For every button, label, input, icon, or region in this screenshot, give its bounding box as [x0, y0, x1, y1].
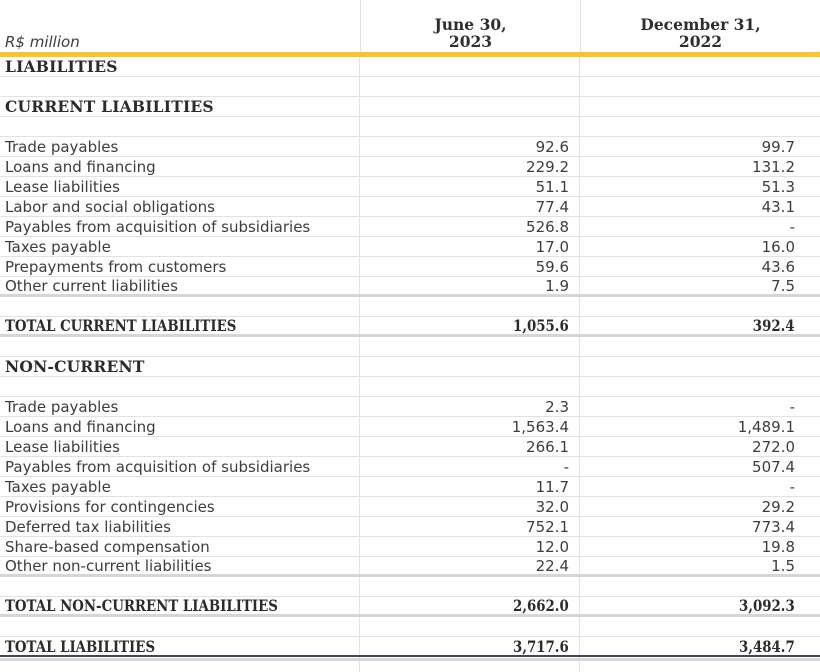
blank-row [0, 577, 820, 597]
row-label: Deferred tax liabilities [0, 517, 360, 536]
value-dec-2022: 29.2 [761, 497, 795, 516]
table-row [0, 397, 820, 417]
value-jun-2023: 77.4 [360, 197, 580, 216]
total-row [0, 597, 820, 617]
row-label: Lease liabilities [0, 177, 360, 196]
value-dec-2022: 16.0 [761, 237, 795, 256]
value-jun-2023: 92.6 [360, 137, 580, 156]
value-jun-2023: 229.2 [360, 157, 580, 176]
value-jun-2023: 2.3 [360, 397, 580, 416]
value-dec-2022: 392.4 [753, 316, 795, 335]
table-row [0, 417, 820, 437]
value-dec-2022: 1,489.1 [737, 417, 795, 436]
value-dec-2022: 3,484.7 [739, 636, 795, 656]
row-label: Lease liabilities [0, 437, 360, 456]
value-jun-2023: 17.0 [360, 237, 580, 256]
value-jun-2023: 11.7 [360, 477, 580, 496]
row-label: Loans and financing [0, 417, 360, 436]
section-header-row [0, 97, 820, 117]
total-row [0, 637, 820, 657]
column-header-december-2022: December 31, 2022 [580, 0, 820, 52]
section-header-row [0, 357, 820, 377]
table-row [0, 457, 820, 477]
table-header [0, 0, 820, 57]
table-row [0, 517, 820, 537]
value-dec-2022: - [789, 477, 795, 496]
value-jun-2023: 12.0 [360, 537, 580, 556]
blank-row [0, 617, 820, 637]
table-row [0, 217, 820, 237]
value-jun-2023: 752.1 [360, 517, 580, 536]
total-row [0, 317, 820, 337]
table-row [0, 477, 820, 497]
table-row [0, 177, 820, 197]
value-dec-2022: 43.1 [761, 197, 795, 216]
table-row [0, 437, 820, 457]
total-label: TOTAL LIABILITIES [5, 637, 156, 655]
value-dec-2022: 272.0 [752, 437, 795, 456]
row-label: Trade payables [0, 397, 360, 416]
value-jun-2023: 1.9 [360, 277, 580, 294]
blank-row [0, 377, 820, 397]
row-label: Prepayments from customers [0, 257, 360, 276]
value-dec-2022: - [789, 397, 795, 416]
table-row [0, 497, 820, 517]
row-label: Loans and financing [0, 157, 360, 176]
unit-label: R$ million [5, 33, 80, 51]
value-dec-2022: 99.7 [761, 137, 795, 156]
value-dec-2022: 3,092.3 [739, 596, 795, 615]
table-row [0, 197, 820, 217]
value-jun-2023: 526.8 [360, 217, 580, 236]
value-dec-2022: 19.8 [761, 537, 795, 556]
blank-row [0, 297, 820, 317]
section-label: CURRENT LIABILITIES [0, 97, 360, 116]
table-row [0, 557, 820, 577]
value-dec-2022: 51.3 [761, 177, 795, 196]
table-row [0, 277, 820, 297]
value-jun-2023: 51.1 [360, 177, 580, 196]
value-jun-2023: 3,717.6 [513, 636, 569, 656]
row-label: Other non-current liabilities [0, 557, 360, 574]
table-row [0, 257, 820, 277]
value-dec-2022: 7.5 [771, 276, 795, 295]
row-label: Taxes payable [0, 477, 360, 496]
section-label: LIABILITIES [0, 57, 360, 76]
row-label: Taxes payable [0, 237, 360, 256]
value-jun-2023: 32.0 [360, 497, 580, 516]
value-jun-2023: 1,055.6 [513, 316, 569, 335]
value-dec-2022: 1.5 [771, 556, 795, 575]
table-row [0, 157, 820, 177]
blank-row [0, 117, 820, 137]
value-jun-2023: 1,563.4 [360, 417, 580, 436]
value-dec-2022: 773.4 [752, 517, 795, 536]
value-jun-2023: - [360, 457, 580, 476]
row-label: Share-based compensation [0, 537, 360, 556]
value-dec-2022: - [789, 217, 795, 236]
value-jun-2023: 59.6 [360, 257, 580, 276]
row-label: Payables from acquisition of subsidiaries [0, 457, 360, 476]
table-row [0, 537, 820, 557]
value-jun-2023: 266.1 [360, 437, 580, 456]
blank-row [0, 337, 820, 357]
blank-row [0, 77, 820, 97]
row-label: Labor and social obligations [0, 197, 360, 216]
row-label: Trade payables [0, 137, 360, 156]
value-dec-2022: 131.2 [752, 157, 795, 176]
value-jun-2023: 2,662.0 [513, 596, 569, 615]
section-header-row [0, 57, 820, 77]
table-row [0, 137, 820, 157]
row-label: Provisions for contingencies [0, 497, 360, 516]
total-label: TOTAL NON-CURRENT LIABILITIES [5, 597, 278, 614]
total-label: TOTAL CURRENT LIABILITIES [5, 317, 237, 334]
column-header-june-2023: June 30, 2023 [360, 0, 580, 52]
table-row [0, 237, 820, 257]
row-label: Payables from acquisition of subsidiaries [0, 217, 360, 236]
section-label: NON-CURRENT [0, 357, 360, 376]
bottom-spacer [0, 657, 820, 672]
row-label: Other current liabilities [0, 277, 360, 294]
value-dec-2022: 43.6 [761, 257, 795, 276]
value-dec-2022: 507.4 [752, 457, 795, 476]
value-jun-2023: 22.4 [360, 557, 580, 574]
